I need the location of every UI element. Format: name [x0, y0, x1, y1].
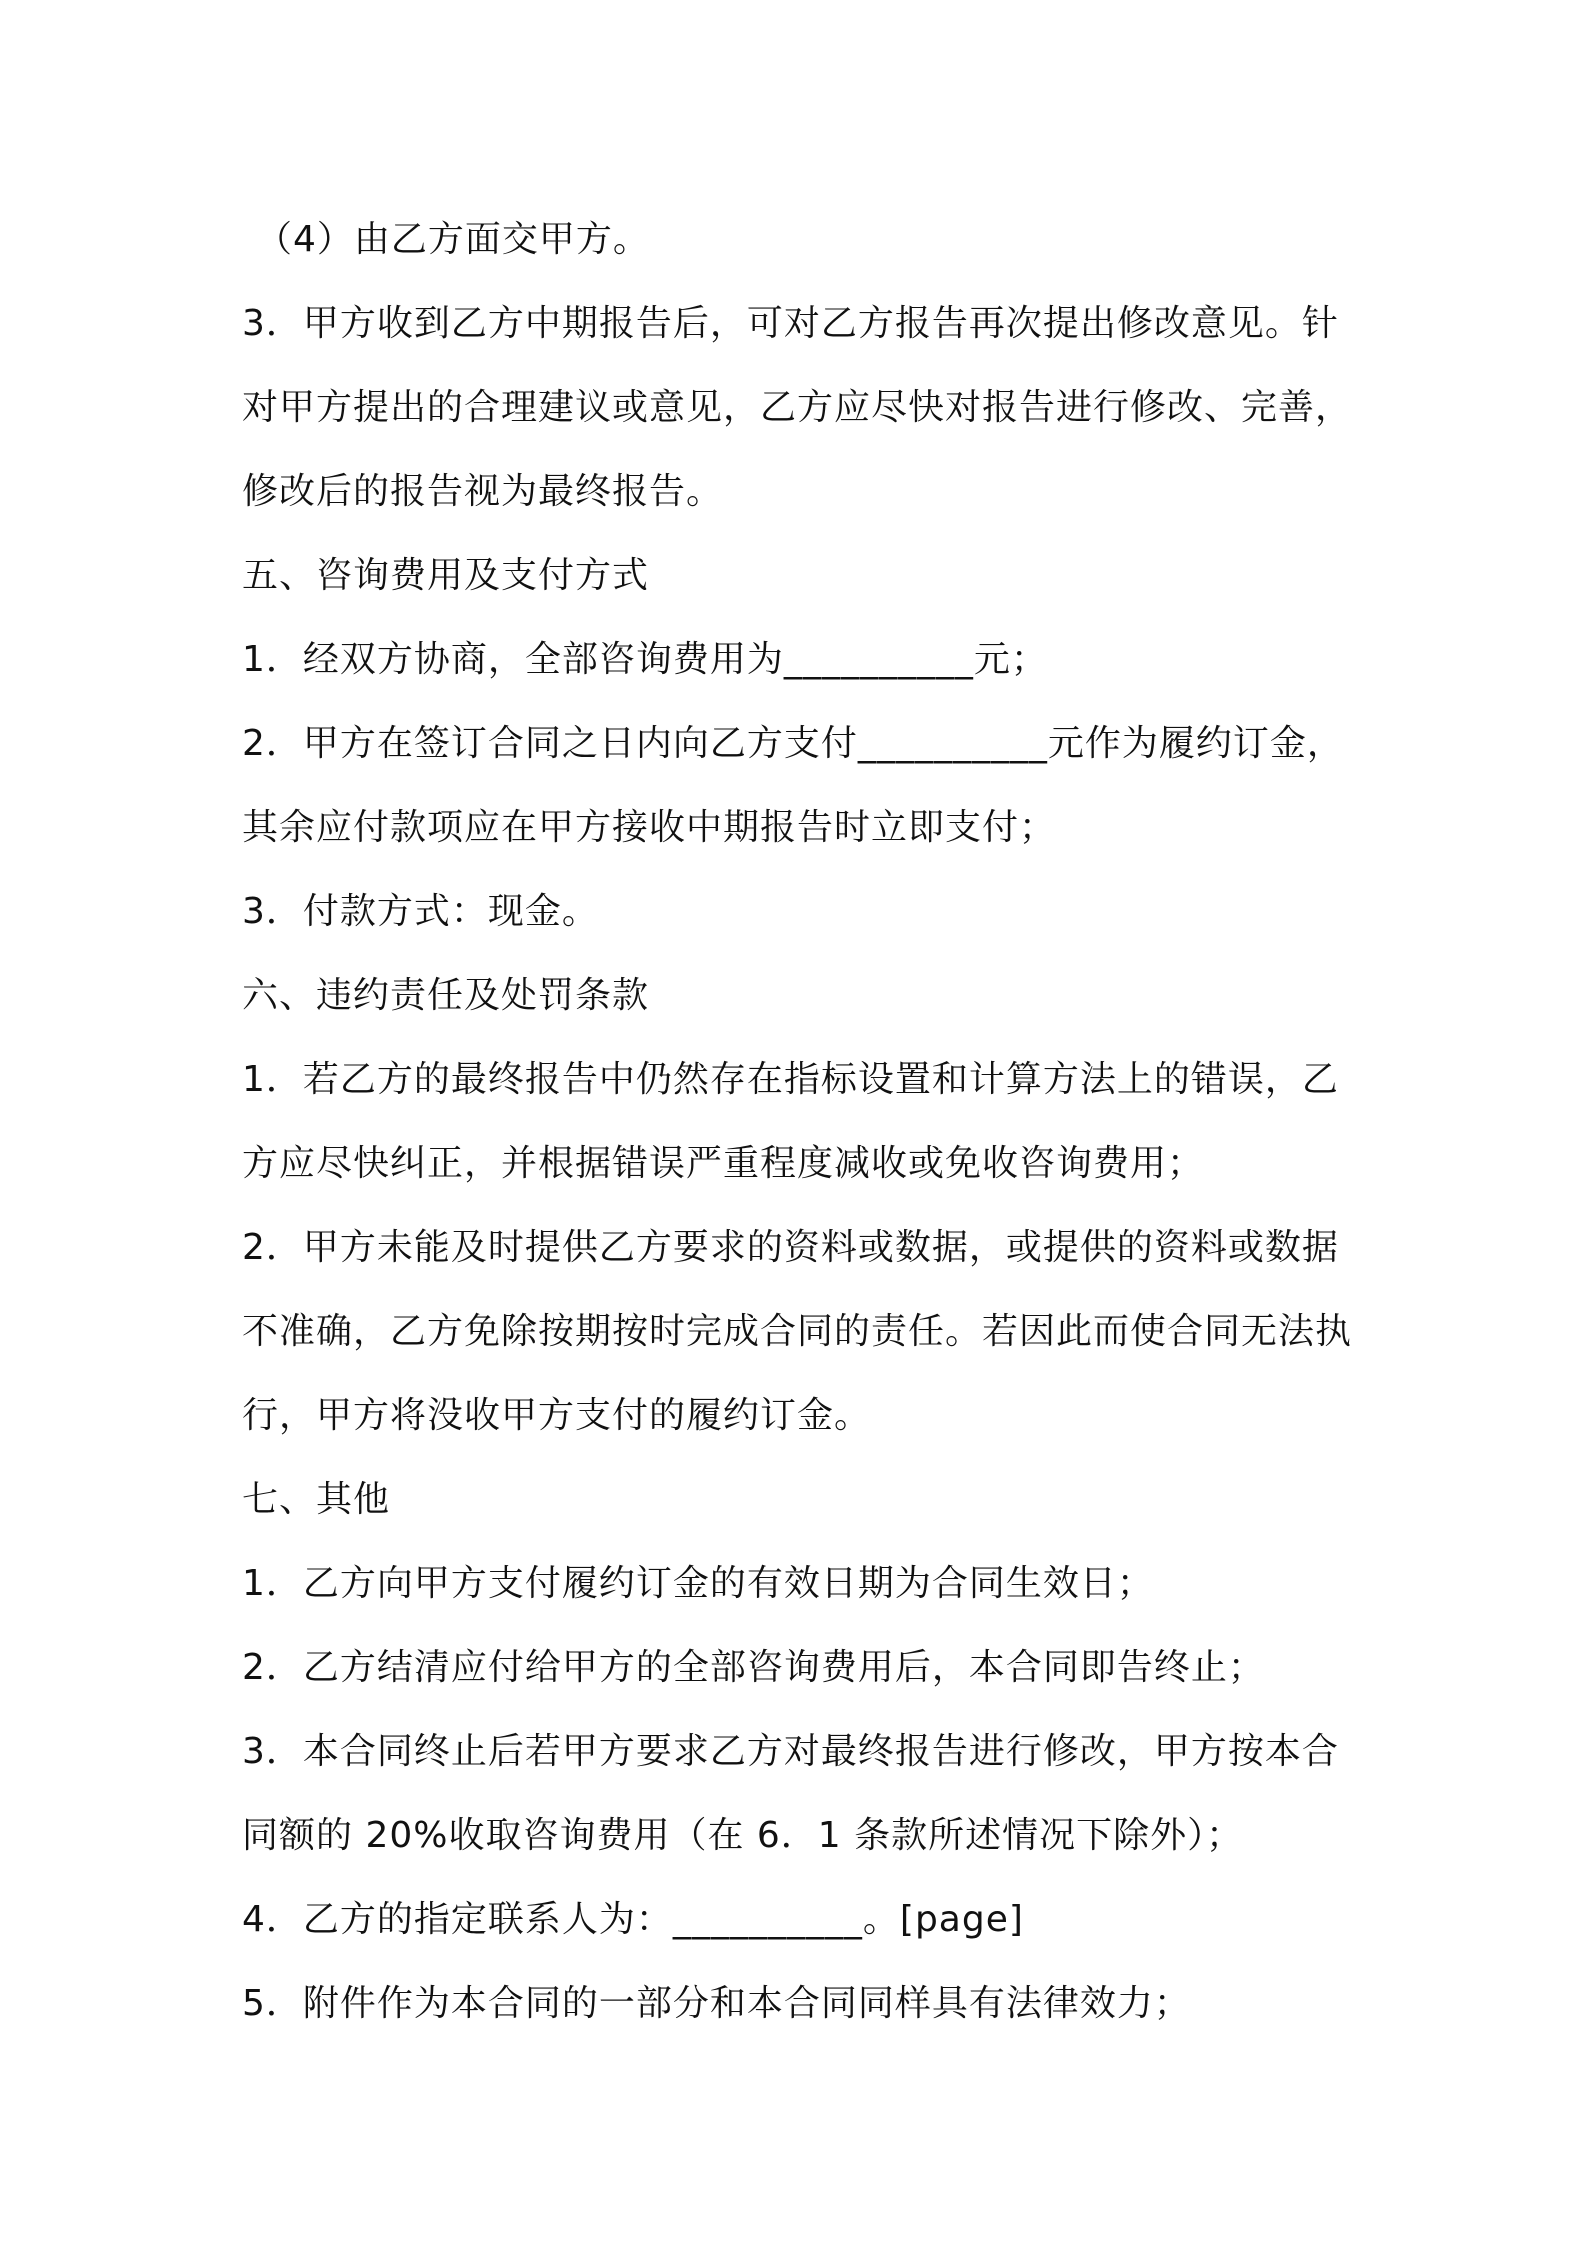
section-heading-fees: 五、咨询费用及支付方式	[242, 555, 650, 596]
clause-contact-person: 4．乙方的指定联系人为：__________。[page]	[242, 1899, 1024, 1940]
clause-attachments: 5．附件作为本合同的一部分和本合同同样具有法律效力；	[242, 1983, 1191, 2024]
clause-termination: 2．乙方结清应付给甲方的全部咨询费用后，本合同即告终止；	[242, 1647, 1265, 1688]
section-heading-other: 七、其他	[242, 1479, 391, 1520]
clause-error-correction: 1．若乙方的最终报告中仍然存在指标设置和计算方法上的错误，乙方应尽快纠正，并根据错误严重程度减收或免收咨询费用；	[242, 1059, 1339, 1184]
clause-post-termination-fee: 3．本合同终止后若甲方要求乙方对最终报告进行修改，甲方按本合同额的 20%收取咨询费用（在 6．1 条款所述情况下除外）；	[242, 1731, 1339, 1856]
document-body	[242, 198, 1354, 2046]
clause-deposit: 2．甲方在签订合同之日内向乙方支付__________元作为履约订金，其余应付款项应在甲方接收中期报告时立即支付；	[242, 723, 1344, 848]
section-heading-liability: 六、违约责任及处罚条款	[242, 975, 650, 1016]
clause-report-revision: 3．甲方收到乙方中期报告后，可对乙方报告再次提出修改意见。针对甲方提出的合理建议或意见，乙方应尽快对报告进行修改、完善，修改后的报告视为最终报告。	[242, 303, 1353, 512]
clause-payment-method: 3．付款方式：现金。	[242, 891, 599, 932]
clause-data-responsibility: 2．甲方未能及时提供乙方要求的资料或数据，或提供的资料或数据不准确，乙方免除按期按时完成合同的责任。若因此而使合同无法执行，甲方将没收甲方支付的履约订金。	[242, 1227, 1353, 1436]
clause-effective-date: 1．乙方向甲方支付履约订金的有效日期为合同生效日；	[242, 1563, 1154, 1604]
clause-total-fee: 1．经双方协商，全部咨询费用为__________元；	[242, 639, 1048, 680]
clause-4-delivery: （4）由乙方面交甲方。	[256, 219, 650, 260]
